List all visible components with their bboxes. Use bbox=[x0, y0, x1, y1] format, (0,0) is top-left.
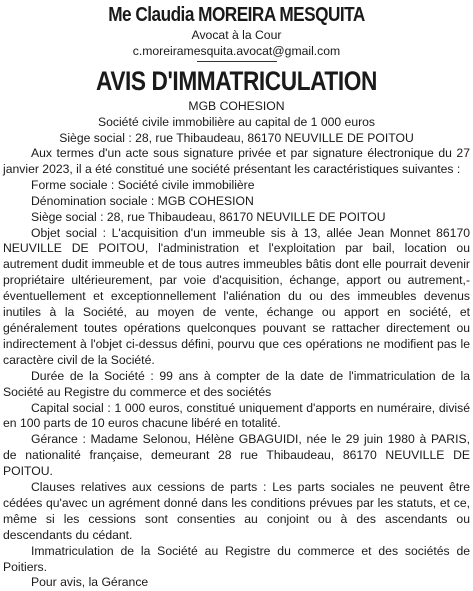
paragraph-preamble: Aux termes d'un acte sous signature privée et par signature électronique du 27 janvier 2023, il a été constitué une société présentant les caractéristiques suivantes : bbox=[3, 146, 470, 176]
lawyer-title: Avocat à la Cour bbox=[191, 28, 282, 42]
paragraph-duration: Durée de la Société : 99 ans à compter de la date de l'immatriculation de la Société au Registre du commerce et des sociétés bbox=[3, 368, 470, 399]
paragraph-capital: Capital social : 1 000 euros, constitué uniquement d'apports en numéraire, divisé en 100 parts de 10 euros chacune libéré en totalité. bbox=[3, 400, 470, 431]
lawyer-name: Me Claudia MOREIRA MESQUITA bbox=[108, 4, 365, 26]
paragraph-purpose: Objet social : L'acquisition d'un immeuble sis à 13, allée Jean Monnet 86170 NEUVILLE DE POITOU, l'administration et l'exploitation par bail, location ou autrement dudit immeuble et de tous autres immeubles bâtis dont elle pourrait devenir propriétaire ultérieurement, par voie d'acquisition, échange, apport ou autrement,- éventuellement et exceptionnellement l'aliénation du ou des immeubles devenus inutiles à la Société, au moyen de vente, échange ou apport en société, et généralement toutes opérations quelconques pouvant se rattacher directement ou indirectement à l'objet ci-dessus défini, pourvu que ces opérations ne modifient pas le caractère civil de la Société. bbox=[3, 225, 470, 367]
paragraph-management: Gérance : Madame Selonou, Hélène GBAGUIDI, née le 29 juin 1980 à PARIS, de nationalité française, demeurant 28 rue Thibaudeau, 86170 NEUVILLE DE POITOU. bbox=[3, 432, 470, 479]
company-seat: Siège social : 28, rue Thibaudeau, 86170 NEUVILLE DE POITOU bbox=[59, 131, 414, 145]
paragraph-registration: Immatriculation de la Société au Registre du commerce et des sociétés de Poitiers. bbox=[3, 543, 470, 574]
paragraph-registered-office: Siège social : 28, rue Thibaudeau, 86170 NEUVILLE DE POITOU bbox=[31, 209, 386, 224]
paragraph-share-transfer: Clauses relatives aux cessions de parts : Les parts sociales ne peuvent être cédées qu'avec un agrément donné dans les conditions prévues par les statuts, et ce, même si les cessions sont consenties au conjoint ou à des ascendants ou descendants du cédant. bbox=[3, 480, 470, 542]
paragraph-company-name: Dénomination sociale : MGB COHESION bbox=[31, 193, 254, 208]
paragraph-legal-form: Forme sociale : Société civile immobilière bbox=[31, 177, 255, 192]
company-name: MGB COHESION bbox=[188, 99, 285, 113]
lawyer-email: c.moreiramesquita.avocat@gmail.com bbox=[132, 44, 341, 58]
notice-title: AVIS D'IMMATRICULATION bbox=[96, 66, 377, 96]
company-type: Société civile immobilière au capital de 1 000 euros bbox=[97, 115, 376, 129]
divider bbox=[197, 61, 277, 62]
paragraph-signature: Pour avis, la Gérance bbox=[31, 575, 149, 590]
